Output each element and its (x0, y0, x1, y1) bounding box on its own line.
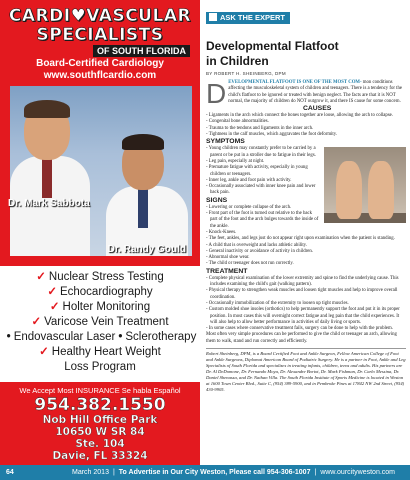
list-item: - Ligaments in the arch which connect the bones together are loose, allowing the arch to collapse. (206, 113, 406, 119)
square-icon (209, 13, 217, 21)
ad-website-link[interactable]: www.southflcardio.com (43, 70, 157, 81)
intro-paragraph: DEVELOPMENTAL FLATFOOT IS ONE OF THE MOST COM- mon conditions affecting the musculoskeletal system of children and teenagers. There is a tendency for the child's flatfoot to be ignored or treated with benign neglect. The facts are that it is NOT normal, the majority of children do NOT outgrow it, and there IS cause for some concern. (206, 78, 403, 109)
check-icon: ✓ (39, 346, 49, 358)
service-item: ✓ Nuclear Stress Testing (36, 271, 164, 283)
page-footer (0, 465, 410, 480)
bullet-icon: • (6, 331, 11, 343)
causes-heading: CAUSES (302, 105, 332, 113)
footer-separator: | (112, 469, 115, 476)
check-icon: ✓ (47, 286, 57, 298)
check-icon: ✓ (36, 271, 46, 283)
list-item: - In some cases where conservative treatment fails, surgery can be done to help with the problem. (206, 326, 406, 332)
list-item: - Premature fatigue with activity, especially in young children or teenagers. (206, 165, 406, 178)
address-line1: Nob Hill Office Park (42, 414, 158, 426)
section-badge: ASK THE EXPERT (206, 12, 290, 24)
list-item: - A child that is overweight and lacks athletic ability. (206, 243, 406, 249)
doctor1-tie (42, 158, 52, 198)
doctor2-hair (122, 134, 164, 150)
list-item: - Congenital bone abnormalities. (206, 119, 406, 125)
insurance-note: We Accept Most INSURANCE Se habla Español (19, 386, 181, 395)
check-icon: ✓ (49, 301, 60, 313)
drop-cap: D (206, 78, 227, 109)
doctor2-name: Dr. Randy Gould (107, 244, 186, 255)
footer-text (72, 465, 395, 480)
symptoms-heading: SYMPTOMS (206, 138, 245, 146)
service-item-continuation: Loss Program (64, 361, 136, 373)
ad-subtitle: Board-Certified Cardiology (36, 58, 164, 69)
list-item: - Knock-Knees. (206, 230, 406, 236)
signs-heading: SIGNS (206, 196, 228, 204)
doctor2-tie (138, 188, 148, 228)
footer-separator: | (314, 469, 317, 476)
list-item: - Complete physical examination of the lower extremity and spine to find the underlying cause. This includes examining the child's gait (walking pattern). (206, 276, 406, 289)
contact-block (0, 382, 200, 465)
article-title-line1: Developmental Flatfoot (206, 39, 339, 53)
check-icon: ✓ (31, 316, 42, 328)
list-item: - Young children may constantly prefer to be carried by a parent or be put in a stroller due to fatigue in their legs. (206, 146, 406, 159)
left-foot (336, 161, 362, 219)
list-item: - Leg pain, especially at night. (206, 159, 406, 165)
phone-number[interactable]: 954.382.1550 (34, 395, 166, 415)
list-item: - Inner leg, ankle and foot pain with activity. (206, 178, 406, 184)
service-item: ✓ Holter Monitoring (49, 301, 151, 313)
doctors-photo (10, 86, 192, 256)
bullet-icon: • (118, 331, 123, 343)
service-item: ✓ Varicose Vein Treatment (31, 316, 169, 328)
ad-title-line2: SPECIALISTS (36, 25, 164, 45)
doctor1-name: Dr. Mark Sabbota (8, 198, 90, 209)
list-item: - Occasionally immobilization of the extremity to loosen up tight muscles. (206, 301, 406, 307)
article-title-line2: in Children (206, 54, 269, 68)
list-item: - General inactivity or avoidance of activity in children. (206, 249, 406, 255)
service-item: • Endovascular Laser • Sclerotherapy (6, 331, 197, 343)
list-item: - Lowering or complete collapse of the arch. (206, 205, 406, 211)
page-number: 64 (6, 469, 14, 476)
closing-paragraph: Most often very simple procedures can be performed to give the child or teenager an arch, allowing them to walk, stand and run correctly and efficiently. (206, 332, 397, 344)
feet-photo (324, 147, 406, 223)
list-item: - The feet, ankles, and legs just do not appear right upon examination when the patient is standing. (206, 236, 406, 242)
list-item: - The child or teenager does not run correctly. (206, 261, 406, 267)
list-item: - Trauma to the tendons and ligaments in the inner arch. (206, 126, 406, 132)
lead-caps: EVELOPMENTAL FLATFOOT IS ONE OF THE MOST COM- (228, 80, 362, 85)
author-bio: Robert Sheinberg, DPM, is a Board Certified Foot and Ankle Surgeon, Fellow American College of Foot and Ankle Surgeons, Diplomat American Board of Podiatric Surgery. He is a partner in Foot, Ankle and Leg Specialists of South Florida and specializes in treating infants, children, teens and adults. His partners are Dr. Al DeDomone, Dr. Fernando Moya, Dr. Alexandre Bortot, Dr. Mark Fishman, Dr. Carlo Messina, Dr. Daniel Shenassa, and Dr. Nathan Villa. The South Florida Institute of Sports Medicine is located in Weston at 1600 Town Center Blvd., Suite C, (954) 389-5900, and in Pembroke Pines at 17842 NW 2nd Street, (954) 430-9905. (206, 348, 406, 393)
list-item: - Tightness in the calf muscles, which aggravates the foot deformity. (206, 132, 406, 138)
article-byline: BY ROBERT H. SHEINBERG, DPM (206, 71, 286, 76)
service-item: ✓ Echocardiography (47, 286, 153, 298)
footer-website-link[interactable]: www.ourcityweston.com (320, 469, 396, 476)
ad-title-line1: CARDI♥VASCULAR (8, 6, 192, 26)
issue-month: March 2013 (72, 469, 109, 476)
cardiology-advertisement[interactable] (0, 0, 200, 465)
address-line3: Ste. 104 (75, 438, 125, 450)
ad-title-line3: OF SOUTH FLORIDA (93, 45, 190, 57)
right-foot (368, 161, 394, 219)
services-list (0, 266, 200, 382)
article-body (206, 80, 406, 393)
address-line2: 10650 W SR 84 (55, 426, 145, 438)
article-column (206, 0, 410, 465)
service-item: ✓ Healthy Heart Weight (39, 346, 161, 358)
ad-header (0, 0, 200, 80)
list-item: - Occasionally associated with inner knee pain and lower back pain. (206, 184, 406, 197)
list-item: - Front part of the foot is turned out relative to the back part of the foot and the arch bulges towards the inside of the ankle. (206, 211, 406, 230)
doctor1-hair (24, 100, 70, 118)
treatment-heading: TREATMENT (206, 267, 248, 275)
list-item: - Custom molded shoe insoles (orthotics) to help permanently support the foot and put it in its proper position. In most cases this will overnight correct fatigue and leg pain that the child experiences. It will also help to allow better performance in activities of daily living or sports. (206, 307, 406, 326)
address-line4: Davie, FL 33324 (52, 450, 148, 462)
list-item: - Abnormal shoe wear. (206, 255, 406, 261)
list-item: - Physical therapy to strengthen weak muscles and loosen tight muscles and help to improve overall coordination. (206, 288, 406, 301)
advertise-tagline: To Advertise in Our City Weston, Please call 954-306-1007 (118, 469, 311, 476)
